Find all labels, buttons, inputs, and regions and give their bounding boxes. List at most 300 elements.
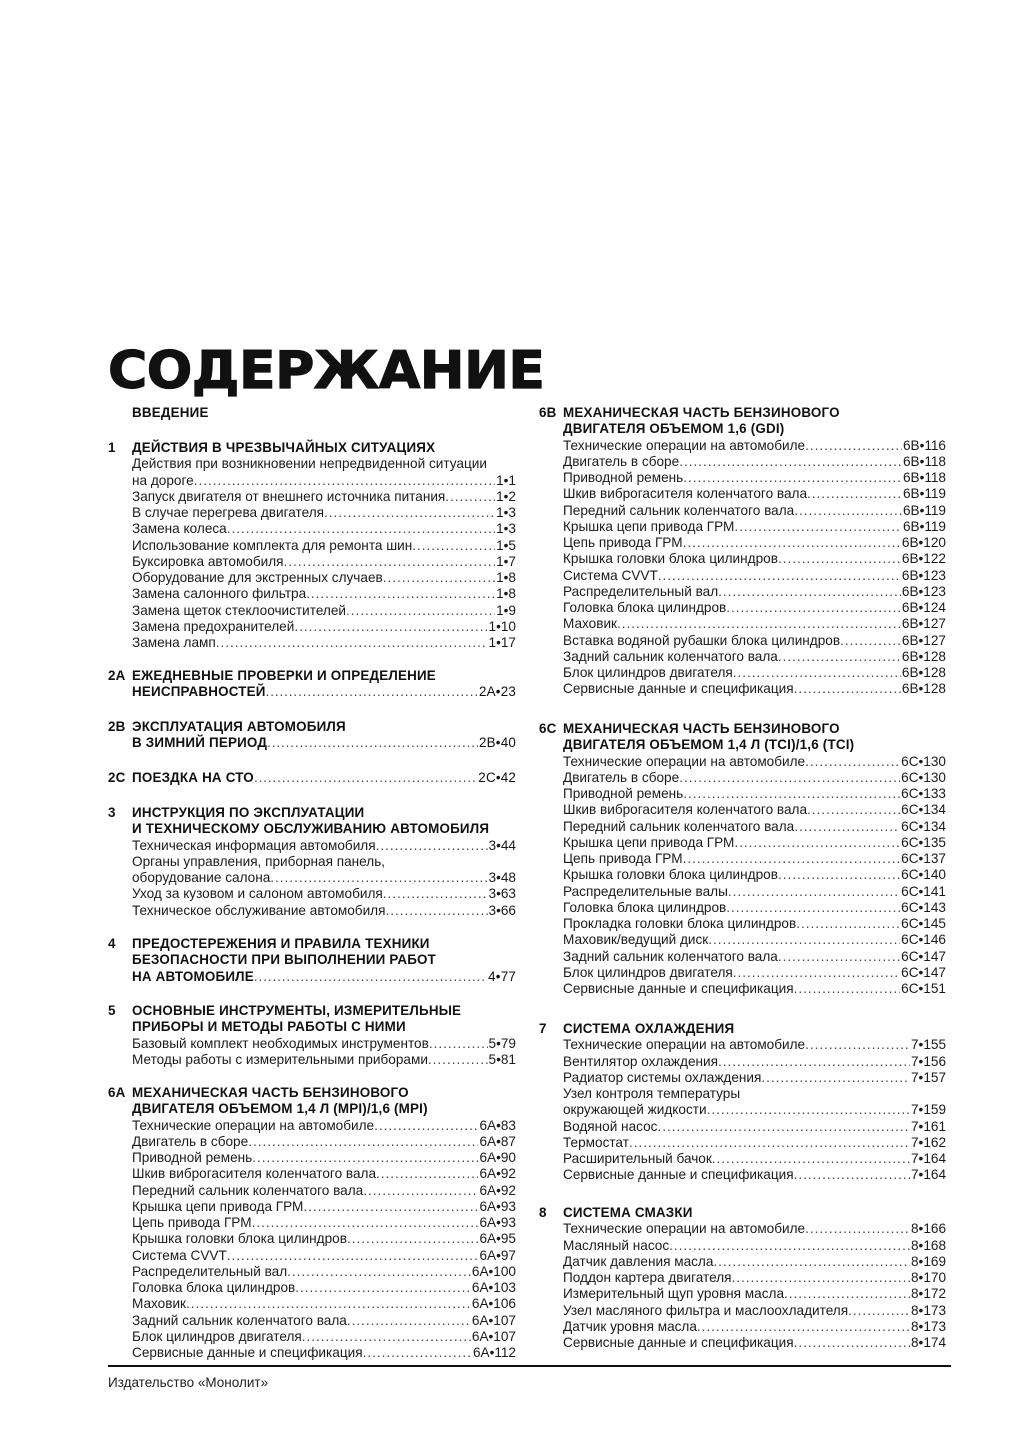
leader-dots [718, 1054, 910, 1070]
toc-entry-line[interactable] [132, 586, 516, 602]
page-number: 1•1 [496, 472, 516, 488]
toc-entry-line[interactable] [132, 1036, 516, 1052]
toc-entry[interactable] [563, 802, 946, 818]
section-title-line[interactable] [563, 421, 946, 437]
leader-dots [778, 551, 901, 567]
toc-entry[interactable] [132, 635, 516, 651]
toc-entry[interactable] [563, 949, 946, 965]
toc-entry[interactable] [563, 835, 946, 851]
section-title-line[interactable] [563, 1021, 946, 1037]
leader-dots [713, 1254, 910, 1270]
section-heading[interactable] [539, 405, 946, 438]
leader-dots [794, 981, 901, 997]
section-title-line[interactable] [132, 952, 516, 968]
toc-entry[interactable] [132, 1150, 516, 1166]
toc-entry[interactable] [132, 1248, 516, 1264]
section-heading[interactable] [539, 721, 946, 754]
section-title-line[interactable] [132, 770, 516, 786]
page-number: 1•8 [496, 570, 516, 585]
page-number: 8•170 [911, 1270, 946, 1285]
toc-entry[interactable] [132, 1134, 516, 1150]
section-heading[interactable] [108, 1085, 516, 1118]
toc-entry-line[interactable] [563, 649, 946, 665]
toc-entry[interactable] [132, 1280, 516, 1296]
toc-entry-line[interactable] [132, 1231, 516, 1247]
toc-entry-line[interactable] [132, 505, 516, 521]
toc-entry[interactable] [132, 854, 516, 887]
toc-entry-line[interactable] [563, 1286, 946, 1302]
leader-dots [186, 1296, 471, 1312]
toc-entry-line[interactable] [563, 1070, 946, 1086]
toc-entry-line[interactable] [563, 949, 946, 965]
toc-entry-line[interactable] [563, 1135, 946, 1151]
toc-entry[interactable] [563, 965, 946, 981]
toc-entry-line[interactable] [132, 538, 516, 554]
toc-entry[interactable] [132, 586, 516, 602]
toc-entry-line-text: Двигатель в сборе [563, 453, 680, 469]
toc-entry-line[interactable] [132, 1248, 516, 1264]
page-number: 6B•124 [901, 600, 946, 615]
toc-entry[interactable] [132, 1313, 516, 1329]
toc-entry[interactable] [132, 1118, 516, 1134]
toc-entry-line[interactable] [563, 503, 946, 519]
section-title-line-text: НА АВТОМОБИЛЕ [132, 968, 254, 984]
toc-entry[interactable] [132, 1036, 516, 1052]
toc-entry[interactable] [563, 1135, 946, 1151]
page-number: 6C•151 [901, 981, 946, 996]
toc-entry-line[interactable] [132, 838, 516, 854]
toc-entry[interactable] [563, 551, 946, 567]
toc-entry[interactable] [563, 535, 946, 551]
page-number: 3•63 [488, 886, 516, 902]
leader-dots [807, 802, 900, 818]
toc-entry-line[interactable] [563, 1303, 946, 1319]
leader-dots [346, 603, 495, 619]
leader-dots [734, 835, 900, 851]
toc-entry[interactable] [563, 568, 946, 584]
page-number: 6A•103 [471, 1280, 516, 1295]
toc-entry-line-text: Система CVVT [563, 567, 658, 583]
toc-entry-line-text: Крышка цепи привода ГРМ [132, 1198, 304, 1214]
toc-section [539, 1021, 946, 1184]
toc-entry[interactable] [132, 1264, 516, 1280]
page-number: 6A•83 [479, 1117, 516, 1133]
toc-entry[interactable] [132, 456, 516, 489]
page-number: 1•3 [496, 505, 516, 520]
page-number: 1•10 [488, 618, 516, 634]
section-title-line[interactable] [132, 668, 516, 684]
section-title-line[interactable] [563, 721, 946, 737]
section-title-line-text: ОСНОВНЫЕ ИНСТРУМЕНТЫ, ИЗМЕРИТЕЛЬНЫЕ [132, 1003, 462, 1018]
page-number: 8•172 [911, 1286, 946, 1302]
leader-dots [794, 1167, 910, 1183]
section-heading[interactable] [539, 1021, 946, 1037]
toc-entry-line-text: Маховик/ведущий диск [563, 932, 709, 948]
section-title [563, 1205, 946, 1221]
toc-entry[interactable] [563, 916, 946, 932]
leader-dots [347, 1313, 471, 1329]
toc-entry[interactable] [563, 754, 946, 770]
section-title-line[interactable] [132, 735, 516, 751]
toc-entry-line[interactable] [563, 551, 946, 567]
toc-entry-line[interactable] [132, 1150, 516, 1166]
section-title-line[interactable] [132, 684, 516, 700]
toc-entry[interactable] [563, 1270, 946, 1286]
toc-entry[interactable] [132, 489, 516, 505]
section-heading[interactable] [539, 1205, 946, 1221]
section-title-line[interactable] [563, 737, 946, 753]
page-number: 6B•118 [902, 453, 946, 469]
section-title-line[interactable] [132, 1003, 516, 1019]
toc-entry[interactable] [563, 1119, 946, 1135]
toc-entry[interactable] [563, 786, 946, 802]
toc-entry[interactable] [563, 1037, 946, 1053]
toc-entry[interactable] [563, 1335, 946, 1351]
page-number: 3•66 [488, 902, 516, 918]
toc-entry-line[interactable] [563, 665, 946, 681]
toc-entry-line[interactable] [563, 770, 946, 786]
section-title-line-text: ДВИГАТЕЛЯ ОБЪЕМОМ 1,4 Л (TCI)/1,6 (TCI) [563, 737, 855, 753]
toc-entry-line[interactable] [132, 635, 516, 651]
section-heading[interactable] [108, 805, 516, 838]
page-number: 1•2 [496, 488, 516, 504]
section-items [563, 1037, 946, 1183]
toc-entry-line[interactable] [132, 1199, 516, 1215]
toc-entry-line[interactable] [132, 1134, 516, 1150]
toc-entry-line[interactable] [132, 521, 516, 537]
toc-entry-line[interactable] [563, 1238, 946, 1254]
toc-entry-line[interactable] [563, 1254, 946, 1270]
leader-dots [679, 770, 900, 786]
section-heading[interactable] [108, 668, 516, 701]
toc-entry[interactable] [563, 665, 946, 681]
toc-entry[interactable] [563, 851, 946, 867]
section-title-line-text: НЕИСПРАВНОСТЕЙ [132, 684, 266, 700]
toc-entry-line-text: Масляный насос [563, 1237, 670, 1253]
toc-entry-line[interactable] [563, 819, 946, 835]
section-title-line[interactable] [132, 1085, 516, 1101]
section-title-line[interactable] [132, 440, 516, 456]
toc-entry[interactable] [563, 1151, 946, 1167]
toc-entry-line[interactable] [563, 470, 946, 486]
toc-entry-line-text: Головка блока цилиндров [132, 1280, 296, 1295]
toc-entry-line[interactable] [132, 456, 516, 472]
section-title-line[interactable] [563, 1205, 946, 1221]
toc-entry-line[interactable] [132, 1280, 516, 1296]
section-number: 2B [108, 719, 126, 734]
toc-entry-line[interactable] [132, 1329, 516, 1345]
toc-entry[interactable] [563, 981, 946, 997]
leader-dots [784, 1286, 910, 1302]
leader-dots [383, 570, 495, 586]
toc-entry[interactable] [563, 649, 946, 665]
toc-entry[interactable] [132, 1296, 516, 1312]
leader-dots [376, 838, 488, 854]
toc-entry-line[interactable] [132, 473, 516, 489]
toc-entry-line-text: Цепь привода ГРМ [563, 851, 683, 866]
section-title-line-text: ДВИГАТЕЛЯ ОБЪЕМОМ 1,6 (GDI) [563, 421, 785, 437]
toc-entry[interactable] [563, 470, 946, 486]
leader-dots [324, 505, 495, 521]
toc-entry[interactable] [132, 603, 516, 619]
section-title-line[interactable] [132, 1019, 516, 1035]
toc-entry-line[interactable] [132, 870, 516, 886]
toc-entry[interactable] [132, 570, 516, 586]
leader-dots [733, 665, 901, 681]
toc-entry[interactable] [132, 886, 516, 902]
page-number: 6A•97 [479, 1247, 516, 1263]
leader-dots [252, 1215, 479, 1231]
toc-entry[interactable] [132, 521, 516, 537]
toc-entry-line[interactable] [563, 867, 946, 883]
toc-entry-line[interactable] [132, 854, 516, 870]
toc-entry[interactable] [563, 1086, 946, 1119]
toc-entry[interactable] [563, 438, 946, 454]
toc-entry-line[interactable] [563, 786, 946, 802]
toc-entry-line-text: Шкив виброгасителя коленчатого вала [563, 802, 808, 818]
section-title-line[interactable] [132, 405, 516, 421]
section-heading[interactable] [108, 1003, 516, 1036]
toc-entry[interactable] [563, 770, 946, 786]
toc-entry-line[interactable] [563, 681, 946, 697]
section-title-line[interactable] [132, 719, 516, 735]
toc-entry-line[interactable] [563, 600, 946, 616]
page-number: 6B•119 [902, 486, 946, 502]
page-number: 8•173 [911, 1302, 946, 1318]
toc-entry-line[interactable] [132, 554, 516, 570]
toc-section [539, 721, 946, 997]
toc-entry-line[interactable] [132, 1215, 516, 1231]
toc-entry[interactable] [563, 1054, 946, 1070]
toc-entry-line[interactable] [563, 1086, 946, 1102]
toc-entry[interactable] [563, 1303, 946, 1319]
toc-entry-line[interactable] [563, 802, 946, 818]
section-title [563, 1021, 946, 1037]
section-heading[interactable] [108, 440, 516, 456]
toc-entry-line-text: Маховик [563, 616, 618, 632]
toc-entry-line[interactable] [563, 1270, 946, 1286]
leader-dots [374, 1118, 478, 1134]
toc-entry[interactable] [563, 633, 946, 649]
leader-dots [412, 538, 495, 554]
toc-entry[interactable] [563, 932, 946, 948]
toc-entry[interactable] [563, 1238, 946, 1254]
leader-dots [697, 1319, 910, 1335]
toc-entry-line[interactable] [563, 981, 946, 997]
section-title-line[interactable] [132, 821, 516, 837]
leader-dots [266, 684, 478, 700]
toc-entry-line-text: Оборудование для экстренных случаев [132, 570, 383, 585]
toc-entry-line[interactable] [132, 1296, 516, 1312]
toc-entry[interactable] [563, 1070, 946, 1086]
toc-entry-line[interactable] [132, 1052, 516, 1068]
leader-dots [270, 870, 487, 886]
toc-entry-line[interactable] [563, 633, 946, 649]
toc-entry-line-text: Техническое обслуживание автомобиля [132, 902, 386, 918]
toc-entry[interactable] [563, 600, 946, 616]
toc-entry-line[interactable] [563, 851, 946, 867]
toc-entry[interactable] [563, 867, 946, 883]
toc-entry[interactable] [563, 1286, 946, 1302]
toc-entry-line[interactable] [563, 616, 946, 632]
section-title-line[interactable] [132, 936, 516, 952]
toc-entry[interactable] [132, 1199, 516, 1215]
section-title-line-text: ПРЕДОСТЕРЕЖЕНИЯ И ПРАВИЛА ТЕХНИКИ [132, 936, 430, 951]
toc-entry-line[interactable] [563, 535, 946, 551]
toc-entry[interactable] [132, 505, 516, 521]
leader-dots [363, 1345, 472, 1361]
page-number: 6A•100 [471, 1263, 516, 1279]
toc-entry[interactable] [563, 454, 946, 470]
toc-entry-line-text: Передний сальник коленчатого вала [132, 1182, 364, 1198]
toc-entry-line-text: Блок цилиндров двигателя [563, 665, 733, 680]
page-number: 8•168 [911, 1237, 946, 1253]
leader-dots [254, 770, 477, 786]
toc-entry[interactable] [563, 1221, 946, 1237]
toc-entry-line[interactable] [563, 965, 946, 981]
toc-entry[interactable] [563, 1254, 946, 1270]
toc-entry-line[interactable] [563, 438, 946, 454]
leader-dots [794, 1335, 910, 1351]
page-number: 7•161 [911, 1118, 946, 1134]
page-number: 6A•92 [479, 1182, 516, 1198]
toc-entry-line[interactable] [132, 903, 516, 919]
leader-dots [683, 470, 902, 486]
toc-entry[interactable] [132, 1345, 516, 1361]
section-heading[interactable] [108, 405, 516, 421]
toc-entry[interactable] [132, 1329, 516, 1345]
section-title-line-text: СИСТЕМА СМАЗКИ [563, 1205, 693, 1220]
toc-entry[interactable] [563, 884, 946, 900]
toc-entry[interactable] [563, 584, 946, 600]
toc-entry-line[interactable] [132, 489, 516, 505]
toc-entry[interactable] [132, 1052, 516, 1068]
toc-entry-line[interactable] [132, 886, 516, 902]
page-title: СОДЕРЖАНИЕ [108, 340, 545, 401]
section-title-line[interactable] [563, 405, 946, 421]
leader-dots [796, 916, 900, 932]
toc-entry-line[interactable] [132, 1166, 516, 1182]
toc-entry-line[interactable] [132, 603, 516, 619]
toc-entry-line[interactable] [563, 884, 946, 900]
section-title-line[interactable] [132, 805, 516, 821]
toc-entry-line[interactable] [563, 454, 946, 470]
section-title-line[interactable] [132, 969, 516, 985]
section-title-line[interactable] [132, 1101, 516, 1117]
toc-entry[interactable] [132, 619, 516, 635]
leader-dots [254, 969, 487, 985]
toc-entry-line[interactable] [563, 1151, 946, 1167]
toc-entry[interactable] [563, 819, 946, 835]
toc-entry[interactable] [563, 681, 946, 697]
toc-entry[interactable] [563, 1167, 946, 1183]
toc-entry-line[interactable] [563, 1319, 946, 1335]
toc-section [108, 1003, 516, 1068]
toc-entry-line-text: Расширительный бачок [563, 1151, 712, 1166]
section-heading[interactable] [108, 936, 516, 985]
toc-entry-line[interactable] [563, 932, 946, 948]
toc-entry-line[interactable] [563, 1335, 946, 1351]
toc-entry-line[interactable] [132, 1118, 516, 1134]
toc-section [108, 770, 516, 786]
section-title-line-text: СИСТЕМА ОХЛАЖДЕНИЯ [563, 1021, 735, 1036]
toc-entry-line[interactable] [132, 570, 516, 586]
leader-dots [306, 586, 495, 602]
toc-entry[interactable] [132, 1183, 516, 1199]
toc-entry-line-text: Цепь привода ГРМ [132, 1215, 252, 1230]
toc-entry-line[interactable] [563, 835, 946, 851]
leader-dots [194, 473, 495, 489]
page-number: 2C•42 [478, 770, 516, 785]
section-heading[interactable] [108, 719, 516, 752]
toc-entry[interactable] [563, 519, 946, 535]
toc-entry-line[interactable] [563, 916, 946, 932]
leader-dots [216, 635, 488, 651]
toc-entry-line[interactable] [563, 1167, 946, 1183]
leader-dots [363, 1183, 478, 1199]
leader-dots [840, 633, 901, 649]
toc-entry-line[interactable] [563, 584, 946, 600]
toc-entry-line-text: Двигатель в сборе [132, 1133, 249, 1149]
toc-entry-line[interactable] [132, 1183, 516, 1199]
page-number: 5•81 [488, 1051, 516, 1067]
toc-entry[interactable] [132, 538, 516, 554]
leader-dots [383, 886, 488, 902]
toc-entry[interactable] [132, 1215, 516, 1231]
leader-dots [805, 1221, 910, 1237]
section-heading[interactable] [108, 770, 516, 786]
toc-entry-line[interactable] [563, 1119, 946, 1135]
page-number: 6B•128 [901, 648, 946, 664]
section-title-line-text: ЕЖЕДНЕВНЫЕ ПРОВЕРКИ И ОПРЕДЕЛЕНИЕ [132, 668, 436, 683]
toc-entry[interactable] [132, 903, 516, 919]
toc-entry[interactable] [132, 1231, 516, 1247]
toc-entry-line-text: Сервисные данные и спецификация [563, 981, 794, 996]
toc-entry[interactable] [563, 616, 946, 632]
toc-entry-line-text: Распределительный вал [132, 1263, 288, 1279]
toc-entry[interactable] [132, 1166, 516, 1182]
leader-dots [227, 521, 495, 537]
toc-entry-line[interactable] [563, 1054, 946, 1070]
section-number: 3 [108, 805, 116, 820]
toc-section [108, 440, 516, 651]
page-number: 6B•119 [902, 502, 946, 518]
toc-entry-line[interactable] [132, 619, 516, 635]
toc-entry-line[interactable] [132, 1345, 516, 1361]
toc-entry-line[interactable] [563, 754, 946, 770]
leader-dots [683, 851, 901, 867]
toc-entry-line[interactable] [132, 1313, 516, 1329]
toc-entry[interactable] [563, 900, 946, 916]
leader-dots [805, 754, 900, 770]
section-title-line-text: И ТЕХНИЧЕСКОМУ ОБСЛУЖИВАНИЮ АВТОМОБИЛЯ [132, 821, 490, 837]
toc-entry[interactable] [132, 838, 516, 854]
toc-entry[interactable] [563, 1319, 946, 1335]
toc-entry-line[interactable] [132, 1264, 516, 1280]
toc-entry-line[interactable] [563, 1221, 946, 1237]
toc-entry-line[interactable] [563, 486, 946, 502]
toc-entry[interactable] [132, 554, 516, 570]
toc-entry-line[interactable] [563, 568, 946, 584]
toc-entry-line[interactable] [563, 1102, 946, 1118]
toc-entry-line[interactable] [563, 1037, 946, 1053]
leader-dots [778, 867, 900, 883]
toc-entry[interactable] [563, 486, 946, 502]
toc-entry-line[interactable] [563, 519, 946, 535]
page-number: 1•3 [496, 521, 516, 537]
toc-entry-line[interactable] [563, 900, 946, 916]
toc-entry[interactable] [563, 503, 946, 519]
